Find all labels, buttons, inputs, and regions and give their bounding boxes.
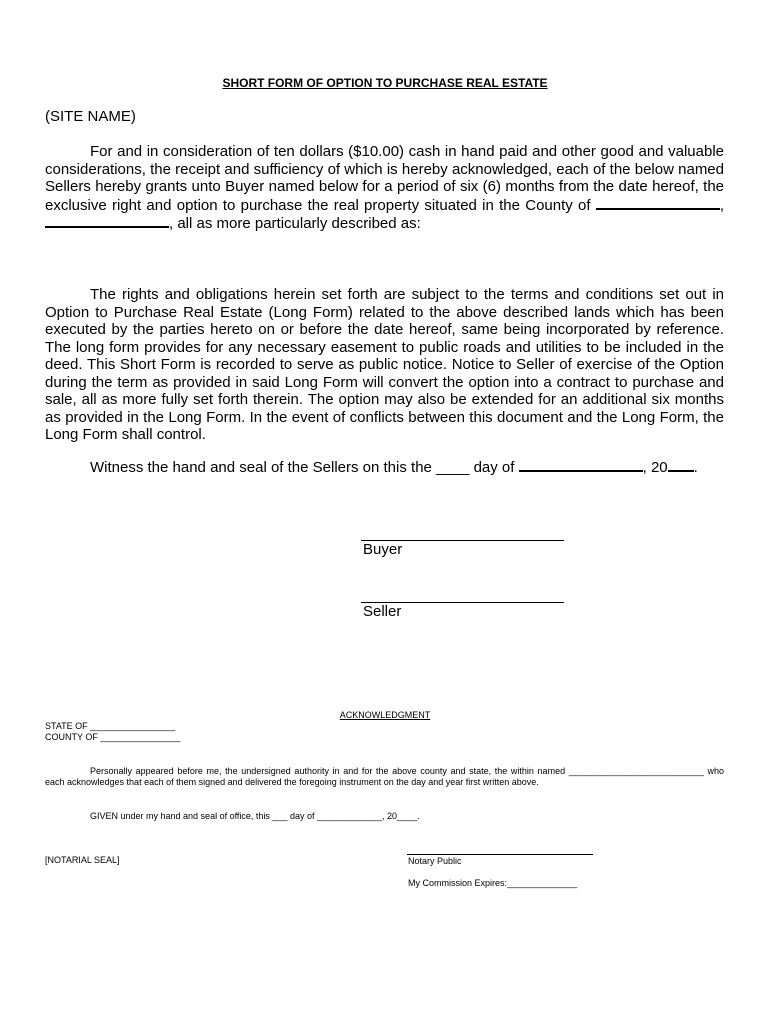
buyer-label: Buyer (363, 541, 403, 558)
appeared-paragraph: Personally appeared before me, the undersigned authority in and for the above county and state, the within named ___________________________ who each acknowledges that each of them signed and delivered the foregoing instrument on the day and year first written above. (45, 766, 724, 787)
year-blank (668, 458, 694, 472)
county-line: COUNTY OF ________________ (45, 732, 181, 742)
seller-label: Seller (363, 603, 402, 620)
witness-text: Witness the hand and seal of the Sellers on this the ____ day of (90, 459, 515, 476)
site-name: (SITE NAME) (45, 108, 136, 125)
witness-line (90, 458, 698, 476)
notary-signature-line (407, 854, 593, 855)
commission-expires: My Commission Expires:______________ (408, 878, 578, 888)
month-blank (519, 458, 643, 472)
given-line: GIVEN under my hand and seal of office, this ___ day of _____________, 20____. (90, 811, 420, 821)
notarial-seal: [NOTARIAL SEAL] (45, 855, 120, 865)
notary-public-label: Notary Public (408, 856, 462, 866)
consideration-text: For and in consideration of ten dollars ($10.00) cash in hand paid and other good and valuable considerations, the receipt and sufficiency of which is hereby acknowledged, each of the below named Sellers hereby grants unto Buyer named below for a period of six (6) months from the date hereof, the exclusive right and option to purchase the real property situated in the County of (45, 143, 724, 214)
consideration-paragraph (45, 143, 724, 233)
acknowledgment-title: ACKNOWLEDGMENT (339, 710, 431, 720)
terms-paragraph: The rights and obligations herein set forth are subject to the terms and conditions set out in Option to Purchase Real Estate (Long Form) related to the above described lands which has been executed by the parties hereto on or before the date hereof, same being incorporated by reference. The long form provides for any necessary easement to public roads and utilities to be included in the deed. This Short Form is recorded to serve as public notice. Notice to Seller of exercise of the Option during the term as provided in said Long Form will convert the option into a contract to purchase and sale, all as more fully set forth therein. The option may also be extended for an additional six months as provided in the Long Form. In the event of conflicts between this document and the Long Form, the Long Form shall control. (45, 286, 724, 443)
document-title: SHORT FORM OF OPTION TO PURCHASE REAL ESTATE (222, 76, 548, 90)
county-blank-1 (596, 196, 720, 210)
year-prefix: , 20 (642, 459, 668, 476)
county-blank-2 (45, 214, 169, 228)
witness-period: . (693, 459, 698, 476)
county-separator: , (719, 196, 724, 214)
description-lead: , all as more particularly described as: (169, 215, 421, 232)
state-line: STATE OF _________________ (45, 721, 176, 731)
